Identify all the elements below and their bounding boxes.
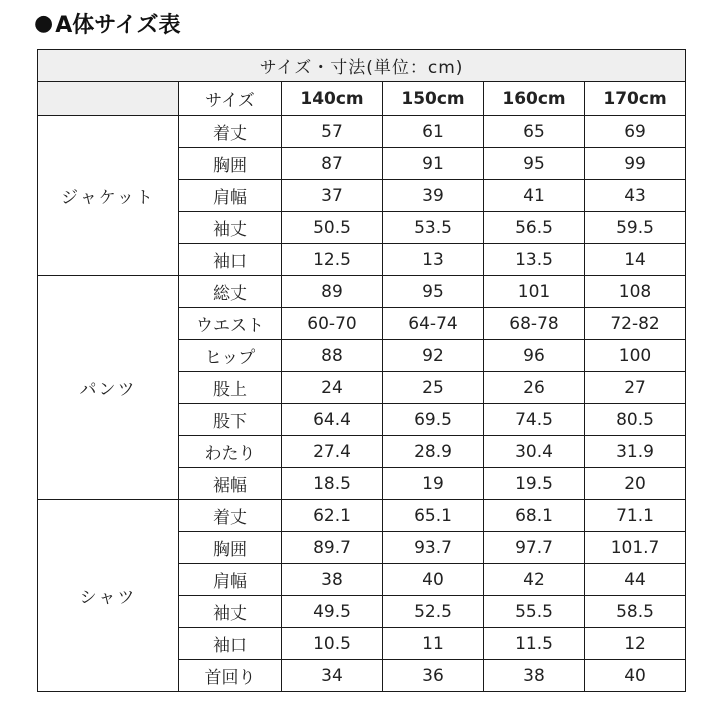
value-cell: 38: [484, 660, 585, 692]
value-cell: 49.5: [282, 596, 383, 628]
value-cell: 13: [383, 244, 484, 276]
row-label: 股上: [179, 372, 282, 404]
value-cell: 99: [585, 148, 686, 180]
header-corner-cell: [38, 82, 179, 116]
value-cell: 64-74: [383, 308, 484, 340]
row-label: 袖口: [179, 628, 282, 660]
value-cell: 20: [585, 468, 686, 500]
row-label: ウエスト: [179, 308, 282, 340]
page-heading: [34, 6, 180, 40]
size-header-150: 150cm: [383, 82, 484, 116]
value-cell: 36: [383, 660, 484, 692]
row-label: ヒップ: [179, 340, 282, 372]
value-cell: 39: [383, 180, 484, 212]
size-table: [37, 49, 686, 692]
row-label: わたり: [179, 436, 282, 468]
row-label: 胸囲: [179, 532, 282, 564]
row-label: 袖丈: [179, 212, 282, 244]
value-cell: 108: [585, 276, 686, 308]
value-cell: 64.4: [282, 404, 383, 436]
value-cell: 93.7: [383, 532, 484, 564]
value-cell: 52.5: [383, 596, 484, 628]
value-cell: 97.7: [484, 532, 585, 564]
table-row: [38, 116, 686, 148]
value-cell: 62.1: [282, 500, 383, 532]
value-cell: 87: [282, 148, 383, 180]
value-cell: 24: [282, 372, 383, 404]
value-cell: 41: [484, 180, 585, 212]
value-cell: 89.7: [282, 532, 383, 564]
value-cell: 19.5: [484, 468, 585, 500]
row-label: 裾幅: [179, 468, 282, 500]
value-cell: 40: [383, 564, 484, 596]
value-cell: 60-70: [282, 308, 383, 340]
group-label: シャツ: [38, 500, 179, 692]
value-cell: 30.4: [484, 436, 585, 468]
value-cell: 18.5: [282, 468, 383, 500]
row-label: 袖丈: [179, 596, 282, 628]
value-cell: 88: [282, 340, 383, 372]
value-cell: 65.1: [383, 500, 484, 532]
row-label: 肩幅: [179, 180, 282, 212]
value-cell: 28.9: [383, 436, 484, 468]
value-cell: 68-78: [484, 308, 585, 340]
value-cell: 44: [585, 564, 686, 596]
value-cell: 43: [585, 180, 686, 212]
row-label: 袖口: [179, 244, 282, 276]
value-cell: 31.9: [585, 436, 686, 468]
value-cell: 101: [484, 276, 585, 308]
row-label: 胸囲: [179, 148, 282, 180]
value-cell: 34: [282, 660, 383, 692]
table-title: サイズ・寸法(単位：cm): [38, 50, 686, 82]
row-label: 着丈: [179, 116, 282, 148]
value-cell: 26: [484, 372, 585, 404]
value-cell: 40: [585, 660, 686, 692]
value-cell: 19: [383, 468, 484, 500]
value-cell: 65: [484, 116, 585, 148]
value-cell: 80.5: [585, 404, 686, 436]
value-cell: 37: [282, 180, 383, 212]
row-label: 股下: [179, 404, 282, 436]
value-cell: 53.5: [383, 212, 484, 244]
size-header-140: 140cm: [282, 82, 383, 116]
value-cell: 50.5: [282, 212, 383, 244]
table-title-row: [38, 50, 686, 82]
value-cell: 95: [484, 148, 585, 180]
size-header-170: 170cm: [585, 82, 686, 116]
row-label: 総丈: [179, 276, 282, 308]
value-cell: 89: [282, 276, 383, 308]
value-cell: 59.5: [585, 212, 686, 244]
size-header-160: 160cm: [484, 82, 585, 116]
value-cell: 100: [585, 340, 686, 372]
value-cell: 69.5: [383, 404, 484, 436]
value-cell: 12.5: [282, 244, 383, 276]
row-label: 肩幅: [179, 564, 282, 596]
value-cell: 96: [484, 340, 585, 372]
row-label: 着丈: [179, 500, 282, 532]
value-cell: 61: [383, 116, 484, 148]
value-cell: 10.5: [282, 628, 383, 660]
value-cell: 12: [585, 628, 686, 660]
row-label: 首回り: [179, 660, 282, 692]
value-cell: 57: [282, 116, 383, 148]
value-cell: 13.5: [484, 244, 585, 276]
value-cell: 69: [585, 116, 686, 148]
value-cell: 27.4: [282, 436, 383, 468]
value-cell: 68.1: [484, 500, 585, 532]
value-cell: 14: [585, 244, 686, 276]
group-label: ジャケット: [38, 116, 179, 276]
value-cell: 95: [383, 276, 484, 308]
value-cell: 38: [282, 564, 383, 596]
value-cell: 58.5: [585, 596, 686, 628]
value-cell: 42: [484, 564, 585, 596]
value-cell: 92: [383, 340, 484, 372]
table-header-row: [38, 82, 686, 116]
value-cell: 74.5: [484, 404, 585, 436]
value-cell: 72-82: [585, 308, 686, 340]
value-cell: 91: [383, 148, 484, 180]
value-cell: 27: [585, 372, 686, 404]
value-cell: 71.1: [585, 500, 686, 532]
bullet-icon: ●: [34, 10, 54, 36]
group-label: パンツ: [38, 276, 179, 500]
page-title: A体サイズ表: [55, 12, 181, 38]
size-table-body: [38, 50, 686, 692]
value-cell: 11.5: [484, 628, 585, 660]
size-label-header: サイズ: [179, 82, 282, 116]
value-cell: 55.5: [484, 596, 585, 628]
table-row: [38, 500, 686, 532]
value-cell: 56.5: [484, 212, 585, 244]
value-cell: 101.7: [585, 532, 686, 564]
value-cell: 11: [383, 628, 484, 660]
value-cell: 25: [383, 372, 484, 404]
table-row: [38, 276, 686, 308]
